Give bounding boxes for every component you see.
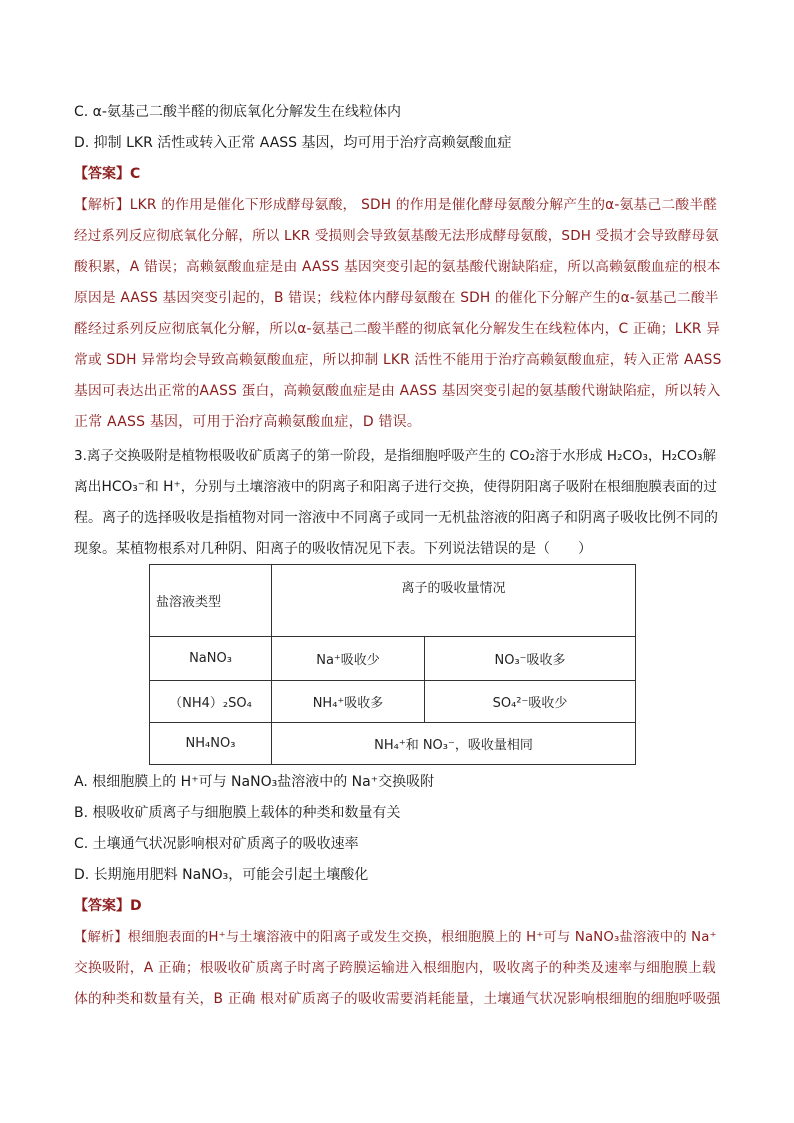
- analysis-q2: [74, 190, 724, 438]
- stem-line: 3.离子交换吸附是植物根吸收矿质离子的第一阶段，是指细胞呼吸产生的 CO₂溶于水形成 H₂CO₃，H₂CO₃解: [74, 448, 716, 464]
- option-c-q3: C. 土壤通气状况影响根对矿质离子的吸收速率: [74, 836, 359, 852]
- option-d-q2: D. 抑制 LKR 活性或转入正常 AASS 基因，均可用于治疗高赖氨酸血症: [74, 135, 512, 151]
- stem-line: 程。离子的选择吸收是指植物对同一溶液中不同离子或同一无机盐溶液的阳离子和阴离子吸收比例不同的: [74, 510, 718, 526]
- table-row: [150, 723, 636, 765]
- combined-cell: NH₄⁺和 NO₃⁻，吸收量相同: [272, 723, 636, 765]
- analysis-line: 【解析】LKR 的作用是催化下形成酵母氨酸， SDH 的作用是催化酵母氨酸分解产生的α-氨基己二酸半醛: [74, 197, 718, 213]
- anion-cell: NO₃⁻吸收多: [425, 637, 636, 681]
- table-row: [150, 681, 636, 723]
- analysis-line: 体的种类和数量有关，B 正确 根对矿质离子的吸收需要消耗能量，土壤通气状况影响根细胞的细胞呼吸强: [74, 991, 721, 1007]
- analysis-line: 醛经过系列反应彻底氧化分解，所以α-氨基己二酸半醛的彻底氧化分解发生在线粒体内，C 正确；LKR 异: [74, 321, 721, 337]
- question-3-stem: [74, 441, 724, 565]
- stem-line: 现象。某植物根系对几种阴、阳离子的吸收情况见下表。下列说法错误的是（ ）: [74, 541, 592, 557]
- analysis-line: 【解析】根细胞表面的H⁺与土壤溶液中的阳离子或发生交换，根细胞膜上的 H⁺可与 NaNO₃盐溶液中的 Na⁺: [74, 930, 717, 945]
- table-row: [150, 637, 636, 681]
- analysis-line: 酸积累，A 错误；高赖氨酸血症是由 AASS 基因突变引起的氨基酸代谢缺陷症，所以高赖氨酸血症的根本: [74, 259, 721, 275]
- salt-cell: NH₄NO₃: [150, 723, 272, 765]
- option-a-q3: A. 根细胞膜上的 H⁺可与 NaNO₃盐溶液中的 Na⁺交换吸附: [74, 774, 435, 790]
- analysis-line: 正常 AASS 基因，可用于治疗高赖氨酸血症，D 错误。: [74, 414, 422, 430]
- option-b-q3: B. 根吸收矿质离子与细胞膜上载体的种类和数量有关: [74, 805, 401, 821]
- answer-q2: 【答案】C: [74, 166, 141, 182]
- answer-q3: 【答案】D: [74, 898, 142, 914]
- header-absorption: 离子的吸收量情况: [272, 565, 636, 637]
- option-d-q3: D. 长期施用肥料 NaNO₃，可能会引起土壤酸化: [74, 867, 369, 883]
- anion-cell: SO₄²⁻吸收少: [425, 681, 636, 723]
- analysis-q3: [74, 922, 724, 1015]
- ion-absorption-table: [149, 564, 636, 765]
- analysis-line: 交换吸附，A 正确；根吸收矿质离子时离子跨膜运输进入根细胞内，吸收离子的种类及速率与细胞膜上载: [74, 960, 716, 976]
- salt-cell: NaNO₃: [150, 637, 272, 681]
- stem-line: 离出HCO₃⁻和 H⁺，分别与土壤溶液中的阴离子和阳离子进行交换，使得阴阳离子吸附在根细胞膜表面的过: [74, 479, 718, 495]
- analysis-line: 基因可表达出正常的AASS 蛋白，高赖氨酸血症是由 AASS 基因突变引起的氨基酸代谢缺陷症，所以转入: [74, 383, 721, 399]
- analysis-line: 常或 SDH 异常均会导致高赖氨酸血症，所以抑制 LKR 活性不能用于治疗高赖氨酸血症，转入正常 AASS: [74, 352, 722, 368]
- cation-cell: NH₄⁺吸收多: [272, 681, 425, 723]
- option-c-q2: C. α-氨基己二酸半醛的彻底氧化分解发生在线粒体内: [74, 104, 401, 120]
- analysis-line: 原因是 AASS 基因突变引起的，B 错误；线粒体内酵母氨酸在 SDH 的催化下分解产生的α-氨基己二酸半: [74, 290, 719, 306]
- salt-cell: （NH4）₂SO₄: [150, 681, 272, 723]
- header-salt-type: 盐溶液类型: [150, 565, 272, 637]
- analysis-line: 经过系列反应彻底氧化分解，所以 LKR 受损则会导致氨基酸无法形成酵母氨酸，SDH 受损才会导致酵母氨: [74, 228, 719, 244]
- cation-cell: Na⁺吸收少: [272, 637, 425, 681]
